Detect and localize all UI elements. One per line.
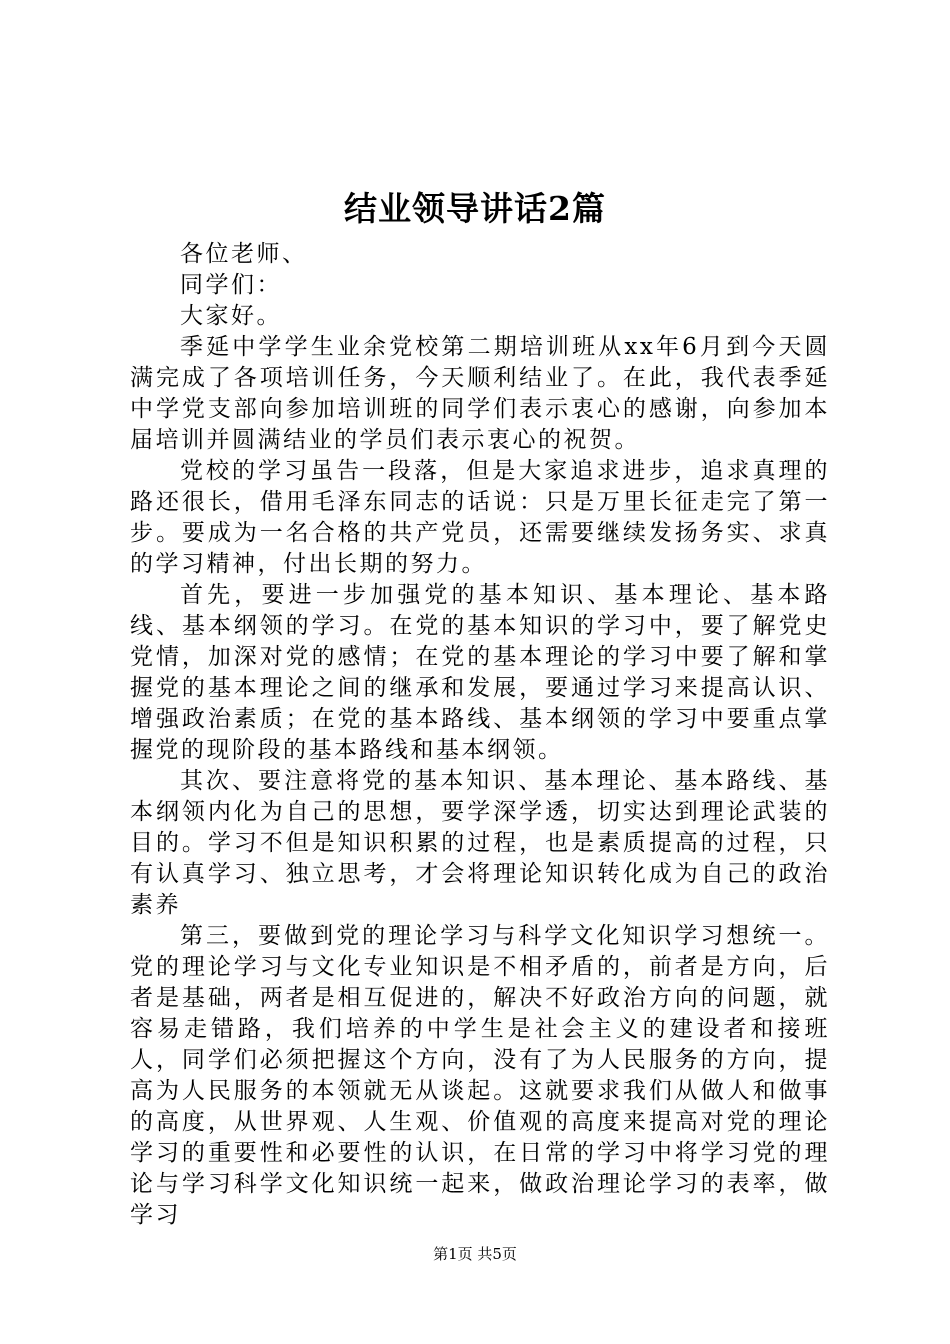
greeting-line: 同学们： [180, 272, 282, 298]
body-paragraph: 第三，要做到党的理论学习与科学文化知识学习想统一。党的理论学习与文化专业知识是不相矛盾的，前者是方向，后者是基础，两者是相互促进的，解决不好政治方向的问题，就容易走错路，我们培养的中学生是社会主义的建设者和接班人，同学们必须把握这个方向，没有了为人民服务的方向，提高为人民服务的本领就无从谈起。这就要求我们从做人和做事的高度，从世界观、人生观、价值观的高度来提高对党的理论学习的重要性和必要性的认识，在日常的学习中将学习党的理论与学习科学文化知识统一起来，做政治理论学习的表率，做学习 [130, 923, 830, 1228]
body-paragraph: 党校的学习虽告一段落，但是大家追求进步，追求真理的路还很长，借用毛泽东同志的话说：只是万里长征走完了第一步。要成为一名合格的共产党员，还需要继续发扬务实、求真的学习精神，付出长期的努力。 [130, 458, 830, 577]
page-number-footer: 第1页 共5页 [433, 1245, 517, 1263]
document-title: 结业领导讲话2篇 [344, 189, 606, 228]
greeting-line: 大家好。 [180, 303, 282, 329]
document-body [130, 239, 830, 1231]
greeting-line: 各位老师、 [180, 241, 308, 267]
body-paragraph: 其次、要注意将党的基本知识、基本理论、基本路线、基本纲领内化为自己的思想，要学深学透，切实达到理论武装的目的。学习不但是知识积累的过程，也是素质提高的过程，只有认真学习、独立思考，才会将理论知识转化成为自己的政治素养 [130, 768, 830, 918]
body-paragraph: 季延中学学生业余党校第二期培训班从xx年6月到今天圆满完成了各项培训任务，今天顺利结业了。在此，我代表季延中学党支部向参加培训班的同学们表示衷心的感谢，向参加本届培训并圆满结业的学员们表示衷心的祝贺。 [130, 334, 830, 453]
body-paragraph: 首先，要进一步加强党的基本知识、基本理论、基本路线、基本纲领的学习。在党的基本知识的学习中，要了解党史党情，加深对党的感情；在党的基本理论的学习中要了解和掌握党的基本理论之间的继承和发展，要通过学习来提高认识、增强政治素质；在党的基本路线、基本纲领的学习中要重点掌握党的现阶段的基本路线和基本纲领。 [130, 582, 830, 763]
